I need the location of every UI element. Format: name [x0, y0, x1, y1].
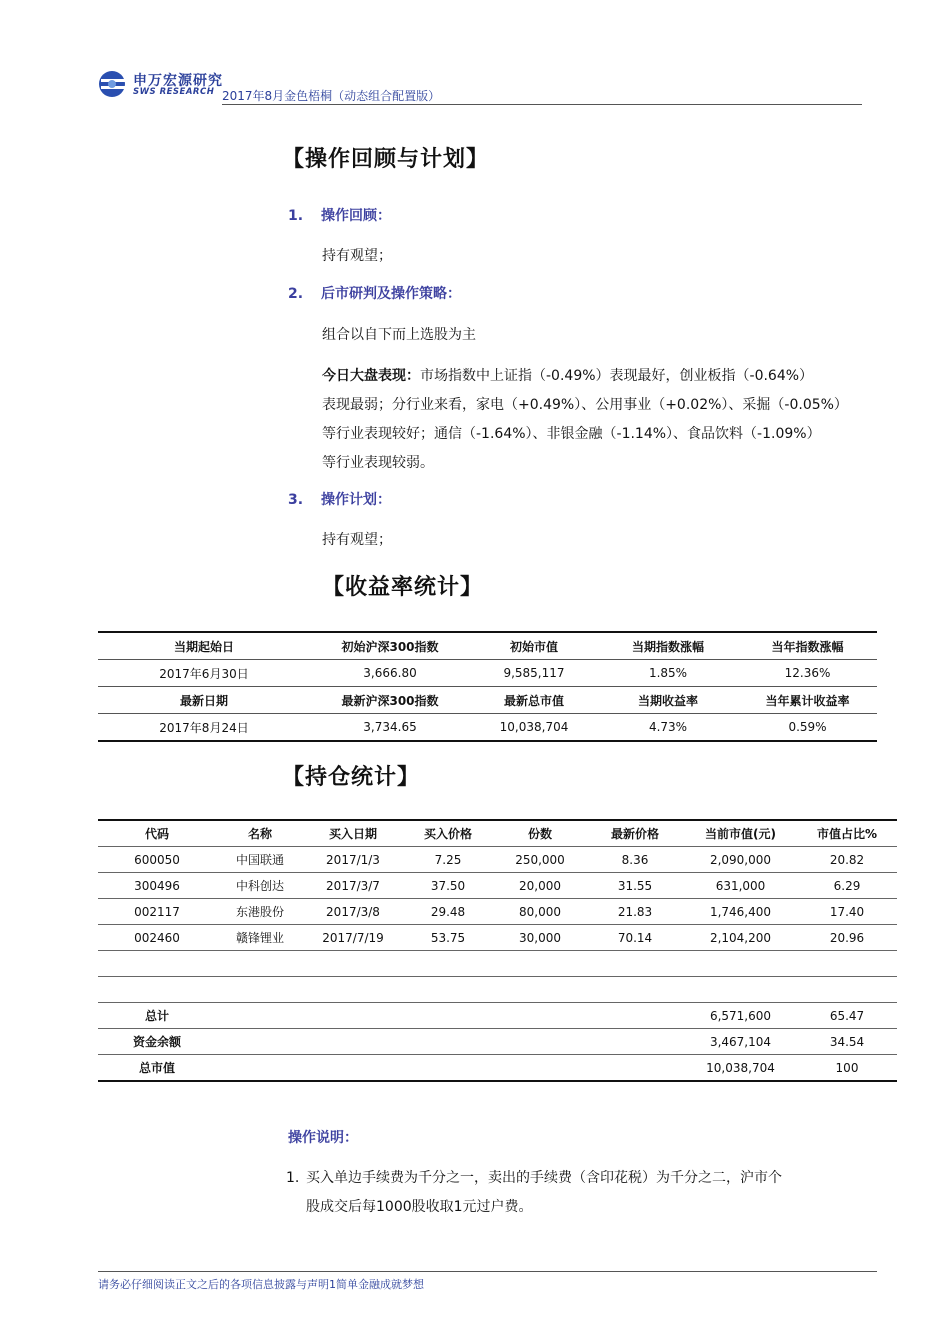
- table-row: [98, 925, 897, 951]
- summary-pct: 34.54: [797, 1029, 897, 1055]
- holdings-header-row: [98, 820, 897, 847]
- table-row: [98, 847, 897, 873]
- table-cell: 8.36: [586, 847, 684, 873]
- table-cell: 2,104,200: [684, 925, 797, 951]
- returns-value-cell: 10,038,704: [499, 720, 569, 734]
- summary-value: 10,038,704: [706, 1060, 775, 1075]
- returns-header-row: [98, 687, 877, 714]
- returns-value-cell: 3,734.65: [363, 720, 417, 734]
- returns-value-cell: 2017年6月30日: [98, 660, 310, 687]
- returns-value-cell: 4.73%: [648, 720, 688, 734]
- logo-text-cn: 申万宏源研究: [133, 73, 223, 89]
- returns-value-row: [98, 660, 877, 687]
- table-cell: 31.55: [586, 873, 684, 899]
- table-row: [98, 899, 897, 925]
- table-cell: 250,000: [494, 847, 586, 873]
- returns-header-cell: 初始沪深300指数: [310, 632, 470, 660]
- column-header: 最新价格: [586, 820, 684, 847]
- table-cell: 30,000: [494, 925, 586, 951]
- section-title-returns: 【收益率统计】: [322, 575, 484, 600]
- empty-row: [98, 951, 897, 977]
- column-header: 市值占比%: [797, 820, 897, 847]
- table-cell: 70.14: [586, 925, 684, 951]
- summary-pct: 100: [835, 1060, 859, 1075]
- table-cell: 17.40: [797, 899, 897, 925]
- table-cell: 002460: [98, 925, 216, 951]
- sws-logo-icon: [98, 70, 128, 98]
- summary-row-total: [98, 1003, 897, 1029]
- table-cell: 中国联通: [216, 847, 304, 873]
- table-cell: 20.96: [797, 925, 897, 951]
- table-cell: 2017/1/3: [304, 847, 402, 873]
- ops-plan-heading: [288, 489, 391, 509]
- table-cell: 中科创达: [216, 873, 304, 899]
- returns-header-cell: 最新日期: [98, 687, 310, 714]
- table-cell: 7.25: [402, 847, 494, 873]
- holdings-table: [98, 819, 897, 1082]
- returns-value-cell: 9,585,117: [470, 660, 598, 687]
- table-cell: 6.29: [797, 873, 897, 899]
- returns-header-row: [98, 632, 877, 660]
- ops-review-number: 1.: [288, 208, 304, 224]
- market-performance-paragraph: [322, 362, 877, 478]
- strategy-text: 组合以自下而上选股为主: [322, 327, 476, 343]
- summary-label: 总市值: [138, 1061, 175, 1075]
- market-line-3: 等行业表现较好；通信（-1.64%）、非银金融（-1.14%）、食品饮料（-1.09%）: [322, 426, 821, 442]
- notes-title: 操作说明：: [288, 1130, 358, 1146]
- table-cell: 2,090,000: [684, 847, 797, 873]
- returns-header-cell: 当年累计收益率: [738, 687, 877, 714]
- returns-value-cell: 0.59%: [788, 720, 827, 734]
- footer-disclaimer: 请务必仔细阅读正文之后的各项信息披露与声明1简单金融成就梦想: [98, 1278, 424, 1291]
- table-cell: 80,000: [494, 899, 586, 925]
- strategy-number: 2.: [288, 286, 304, 302]
- ops-review-heading: [288, 205, 391, 225]
- summary-value: 3,467,104: [684, 1029, 797, 1055]
- table-cell: 东港股份: [216, 899, 304, 925]
- section-title-holdings: 【持仓统计】: [282, 765, 421, 790]
- table-cell: 2017/7/19: [304, 925, 402, 951]
- table-cell: 2017/3/7: [304, 873, 402, 899]
- returns-value-cell: 2017年8月24日: [159, 720, 249, 735]
- table-row: [98, 873, 897, 899]
- summary-row-cash: [98, 1029, 897, 1055]
- returns-header-cell: 最新总市值: [470, 687, 598, 714]
- column-header: 名称: [216, 820, 304, 847]
- market-line-4: 等行业表现较弱。: [322, 455, 434, 471]
- table-cell: 20.82: [797, 847, 897, 873]
- report-header-title: 2017年8月金色梧桐（动态组合配置版）: [222, 89, 441, 103]
- note-item: [286, 1164, 876, 1222]
- table-cell: 20,000: [494, 873, 586, 899]
- column-header: 买入价格: [402, 820, 494, 847]
- market-line-2: 表现最弱；分行业来看，家电（+0.49%）、公用事业（+0.02%）、采掘（-0.05%）: [322, 397, 848, 413]
- market-performance-label: 今日大盘表现：: [322, 368, 420, 384]
- ops-review-label: 操作回顾：: [321, 208, 391, 224]
- returns-table: [98, 631, 877, 742]
- ops-review-text: 持有观望；: [322, 248, 392, 264]
- note-line-2: 股成交后每1000股收取1元过户费。: [306, 1199, 533, 1215]
- table-cell: 631,000: [684, 873, 797, 899]
- strategy-label: 后市研判及操作策略：: [321, 286, 461, 302]
- footer-divider: [98, 1271, 877, 1272]
- returns-header-cell: 当期收益率: [598, 687, 738, 714]
- column-header: 买入日期: [304, 820, 402, 847]
- table-cell: 300496: [98, 873, 216, 899]
- summary-value: 6,571,600: [684, 1003, 797, 1029]
- summary-label: 资金余额: [98, 1029, 216, 1055]
- logo-text-en: SWS RESEARCH: [133, 87, 215, 97]
- returns-header-cell: 最新沪深300指数: [310, 687, 470, 714]
- empty-row: [98, 977, 897, 1003]
- table-cell: 2017/3/8: [304, 899, 402, 925]
- ops-plan-label: 操作计划：: [321, 492, 391, 508]
- ops-plan-text: 持有观望；: [322, 532, 392, 548]
- returns-value-cell: 1.85%: [598, 660, 738, 687]
- returns-value-row: [98, 714, 877, 742]
- table-cell: 29.48: [402, 899, 494, 925]
- header-divider: [222, 104, 862, 105]
- returns-value-cell: 3,666.80: [310, 660, 470, 687]
- table-cell: 赣锋锂业: [216, 925, 304, 951]
- returns-header-cell: 当期指数涨幅: [598, 632, 738, 660]
- strategy-heading: [288, 283, 461, 303]
- note-line-1: 买入单边手续费为千分之一，卖出的手续费（含印花税）为千分之二，沪市个: [306, 1170, 782, 1186]
- section-title-operations: 【操作回顾与计划】: [282, 147, 490, 172]
- market-line-1: 市场指数中上证指（-0.49%）表现最好，创业板指（-0.64%）: [420, 368, 814, 384]
- returns-value-cell: 12.36%: [738, 660, 877, 687]
- column-header: 份数: [494, 820, 586, 847]
- summary-row-market-value: [98, 1055, 897, 1082]
- column-header: 当前市值(元): [684, 820, 797, 847]
- table-cell: 002117: [98, 899, 216, 925]
- summary-pct: 65.47: [797, 1003, 897, 1029]
- note-number: 1.: [286, 1170, 300, 1186]
- returns-header-cell: 初始市值: [470, 632, 598, 660]
- summary-label: 总计: [98, 1003, 216, 1029]
- table-cell: 1,746,400: [684, 899, 797, 925]
- column-header: 代码: [98, 820, 216, 847]
- table-cell: 53.75: [402, 925, 494, 951]
- returns-header-cell: 当年指数涨幅: [738, 632, 877, 660]
- table-cell: 37.50: [402, 873, 494, 899]
- table-cell: 21.83: [586, 899, 684, 925]
- ops-plan-number: 3.: [288, 492, 304, 508]
- table-cell: 600050: [98, 847, 216, 873]
- returns-header-cell: 当期起始日: [98, 632, 310, 660]
